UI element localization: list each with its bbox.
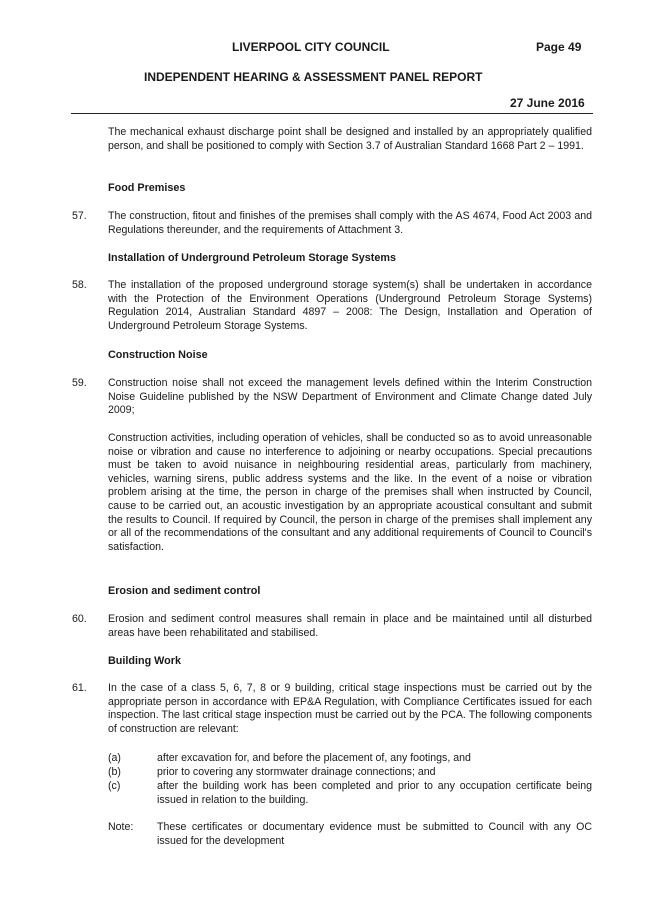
sub-item-text-c: after the building work has been completed and prior to any occupation certificate being issued in relation to the building. bbox=[157, 780, 592, 806]
item-text-58: The installation of the proposed underground storage system(s) shall be undertaken in accordance with the Protection of the Environment Operations (Underground Petroleum Storage Systems) Regulation 2014, Australian Standard 4897 – 2008: The Design, Installation and Operation of Underground Petroleum Storage Systems. bbox=[108, 279, 592, 332]
page-number: Page 49 bbox=[536, 40, 582, 54]
sub-item-text-b: prior to covering any stormwater drainage connections; and bbox=[157, 766, 436, 778]
heading-building-work: Building Work bbox=[108, 655, 181, 667]
heading-food-premises: Food Premises bbox=[108, 182, 186, 194]
note-label: Note: bbox=[108, 821, 134, 833]
item-number-60: 60. bbox=[72, 613, 87, 625]
item-text-61: In the case of a class 5, 6, 7, 8 or 9 building, critical stage inspections must be carried out by the appropriate person in accordance with EP&A Regulation, with Compliance Certificates issued for each inspection. The last critical stage inspection must be carried out by the PCA. The following components of construction are relevant: bbox=[108, 682, 592, 735]
heading-construction-noise: Construction Noise bbox=[108, 349, 208, 361]
council-name: LIVERPOOL CITY COUNCIL bbox=[232, 40, 390, 54]
sub-item-letter-b: (b) bbox=[108, 766, 121, 778]
sub-item-letter-c: (c) bbox=[108, 780, 121, 792]
item-text-57: The construction, fitout and finishes of the premises shall comply with the AS 4674, Food Act 2003 and Regulations thereunder, and the requirements of Attachment 3. bbox=[108, 210, 592, 236]
heading-erosion-sediment: Erosion and sediment control bbox=[108, 585, 261, 597]
sub-item-letter-a: (a) bbox=[108, 752, 121, 764]
report-title: INDEPENDENT HEARING & ASSESSMENT PANEL REPORT bbox=[144, 70, 483, 84]
item-text-59-continued: Construction activities, including operation of vehicles, shall be conducted so as to avoid unreasonable noise or vibration and cause no interference to adjoining or nearby occupations. Special precautions must be taken to avoid nuisance in neighbouring residential areas, particularly from machinery, vehicles, warning sirens, public address systems and the like. In the event of a noise or vibration problem arising at the time, the person in charge of the premises shall when instructed by Council, cause to be carried out, an acoustic investigation by an appropriate acoustical consultant and submit the results to Council. If required by Council, the person in charge of the premises shall implement any or all of the recommendations of the consultant and any additional requirements of Council to Council's satisfaction. bbox=[108, 432, 592, 553]
report-date: 27 June 2016 bbox=[510, 96, 585, 110]
item-number-57: 57. bbox=[72, 210, 87, 222]
heading-underground-petroleum: Installation of Underground Petroleum Storage Systems bbox=[108, 252, 396, 264]
item-number-59: 59. bbox=[72, 377, 87, 389]
item-number-58: 58. bbox=[72, 279, 87, 291]
item-text-59: Construction noise shall not exceed the management levels defined within the Interim Construction Noise Guideline published by the NSW Department of Environment and Climate Change dated July 2009; bbox=[108, 377, 592, 417]
header-rule bbox=[71, 113, 593, 114]
item-text-60: Erosion and sediment control measures shall remain in place and be maintained until all disturbed areas have been rehabilitated and stabilised. bbox=[108, 613, 592, 639]
intro-paragraph: The mechanical exhaust discharge point shall be designed and installed by an appropriately qualified person, and shall be positioned to comply with Section 3.7 of Australian Standard 1668 Part 2 – 1991. bbox=[108, 126, 592, 152]
sub-item-text-a: after excavation for, and before the placement of, any footings, and bbox=[157, 752, 471, 764]
note-text: These certificates or documentary evidence must be submitted to Council with any OC issued for the development bbox=[157, 821, 592, 847]
item-number-61: 61. bbox=[72, 682, 87, 694]
